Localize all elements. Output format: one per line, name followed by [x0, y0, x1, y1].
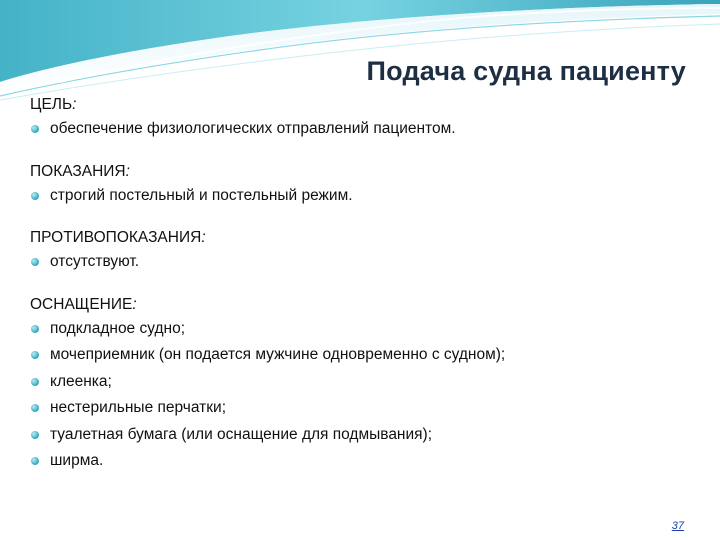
list-item-text: нестерильные перчатки;	[50, 399, 226, 416]
list-item	[30, 395, 700, 422]
section-heading: ОСНАЩЕНИЕ:	[30, 295, 137, 313]
page-number: 37	[671, 520, 684, 532]
section	[30, 161, 700, 210]
bullet-dot-icon	[31, 258, 39, 266]
bullet-list	[30, 116, 700, 143]
list-item-text: строгий постельный и постельный режим.	[50, 186, 353, 204]
section	[30, 94, 700, 143]
bullet-list	[30, 249, 700, 276]
list-item-text: отсутствуют.	[50, 253, 140, 270]
bullet-dot-icon	[31, 325, 39, 333]
section	[30, 227, 700, 276]
list-item-text: ширма.	[50, 452, 104, 469]
section-heading: ПОКАЗАНИЯ:	[30, 162, 130, 180]
list-item	[30, 448, 700, 475]
list-item	[30, 342, 700, 369]
bullet-dot-icon	[31, 192, 39, 200]
section	[30, 294, 700, 475]
section-heading-text: ПРОТИВОПОКАЗАНИЯ	[30, 229, 202, 246]
slide-title: Подача судна пациенту	[366, 56, 686, 86]
list-item-text: обеспечение физиологических отправлений пациентом.	[50, 120, 456, 137]
bullet-list	[30, 316, 700, 475]
bullet-dot-icon	[31, 125, 39, 133]
bullet-dot-icon	[31, 431, 39, 439]
section-heading: ЦЕЛЬ:	[30, 96, 77, 113]
list-item	[30, 116, 700, 143]
list-item	[30, 369, 700, 396]
bullet-dot-icon	[31, 351, 39, 359]
section-heading-text: ПОКАЗАНИЯ	[30, 162, 126, 180]
list-item	[30, 422, 700, 449]
slide-content	[30, 94, 700, 475]
list-item-text: клеенка;	[50, 372, 112, 390]
section-heading-text: ОСНАЩЕНИЕ	[30, 295, 133, 313]
bullet-dot-icon	[31, 457, 39, 465]
list-item-text: мочеприемник (он подается мужчине одновременно с судном);	[50, 346, 506, 363]
bullet-list	[30, 183, 700, 210]
bullet-dot-icon	[31, 404, 39, 412]
section-heading: ПРОТИВОПОКАЗАНИЯ:	[30, 229, 206, 246]
list-item-text: туалетная бумага (или оснащение для подмывания);	[50, 425, 433, 443]
list-item	[30, 316, 700, 343]
bullet-dot-icon	[31, 378, 39, 386]
list-item	[30, 249, 700, 276]
list-item	[30, 183, 700, 210]
list-item-text: подкладное судно;	[50, 319, 186, 337]
section-heading-text: ЦЕЛЬ	[30, 96, 73, 113]
